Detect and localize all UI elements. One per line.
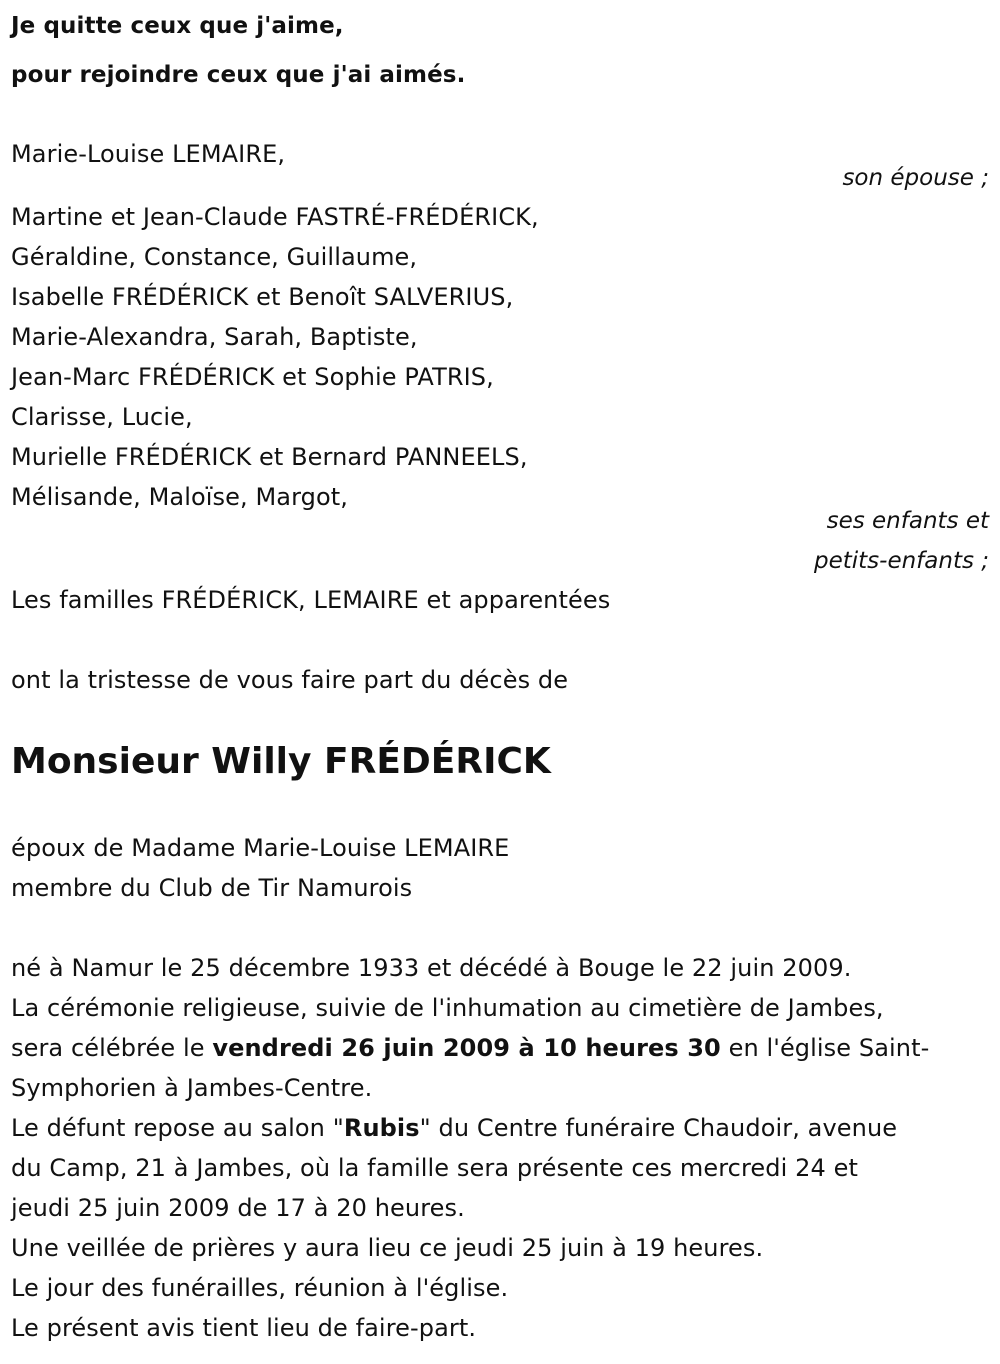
notice-line: Le présent avis tient lieu de faire-part. (11, 1314, 477, 1342)
children-line: Murielle FRÉDÉRICK et Bernard PANNEELS, (11, 443, 528, 471)
families-line: Les familles FRÉDÉRICK, LEMAIRE et apparentées (11, 586, 611, 614)
salon-text-pre: Le défunt repose au salon " (11, 1114, 344, 1142)
children-line: Marie-Alexandra, Sarah, Baptiste, (11, 323, 418, 351)
ceremony-line-3: Symphorien à Jambes-Centre. (11, 1074, 373, 1102)
title-line: membre du Club de Tir Namurois (11, 874, 413, 902)
funeral-day-line: Le jour des funérailles, réunion à l'église. (11, 1274, 509, 1302)
announcement-line: ont la tristesse de vous faire part du décès de (11, 666, 569, 694)
quote-line-1: Je quitte ceux que j'aime, (11, 13, 344, 39)
children-line: Jean-Marc FRÉDÉRICK et Sophie PATRIS, (11, 363, 494, 391)
salon-line-2: du Camp, 21 à Jambes, où la famille sera présente ces mercredi 24 et (11, 1154, 858, 1182)
ceremony-text-post: en l'église Saint- (720, 1034, 930, 1062)
salon-line-3: jeudi 25 juin 2009 de 17 à 20 heures. (11, 1194, 465, 1222)
ceremony-text-pre: sera célébrée le (11, 1034, 213, 1062)
spouse-name: Marie-Louise LEMAIRE, (11, 140, 286, 168)
children-line: Clarisse, Lucie, (11, 403, 193, 431)
title-line: époux de Madame Marie-Louise LEMAIRE (11, 834, 510, 862)
ceremony-line-1: La cérémonie religieuse, suivie de l'inhumation au cimetière de Jambes, (11, 994, 884, 1022)
children-line: Géraldine, Constance, Guillaume, (11, 243, 418, 271)
vigil-line: Une veillée de prières y aura lieu ce jeudi 25 juin à 19 heures. (11, 1234, 764, 1262)
salon-line-1 (11, 1108, 897, 1148)
children-relation-line-2: petits-enfants ; (813, 548, 989, 574)
children-relation-line-1: ses enfants et (826, 508, 989, 534)
salon-text-post: " du Centre funéraire Chaudoir, avenue (419, 1114, 898, 1142)
quote-line-2: pour rejoindre ceux que j'ai aimés. (11, 62, 466, 88)
salon-name: Rubis (343, 1114, 420, 1142)
children-line: Isabelle FRÉDÉRICK et Benoît SALVERIUS, (11, 283, 514, 311)
children-line: Mélisande, Maloïse, Margot, (11, 483, 348, 511)
deceased-name: Monsieur Willy FRÉDÉRICK (11, 741, 551, 782)
ceremony-datetime: vendredi 26 juin 2009 à 10 heures 30 (212, 1034, 721, 1062)
birth-death-line: né à Namur le 25 décembre 1933 et décédé à Bouge le 22 juin 2009. (11, 954, 852, 982)
children-line: Martine et Jean-Claude FASTRÉ-FRÉDÉRICK, (11, 203, 539, 231)
spouse-relation: son épouse ; (842, 165, 989, 191)
ceremony-line-2 (11, 1028, 929, 1068)
